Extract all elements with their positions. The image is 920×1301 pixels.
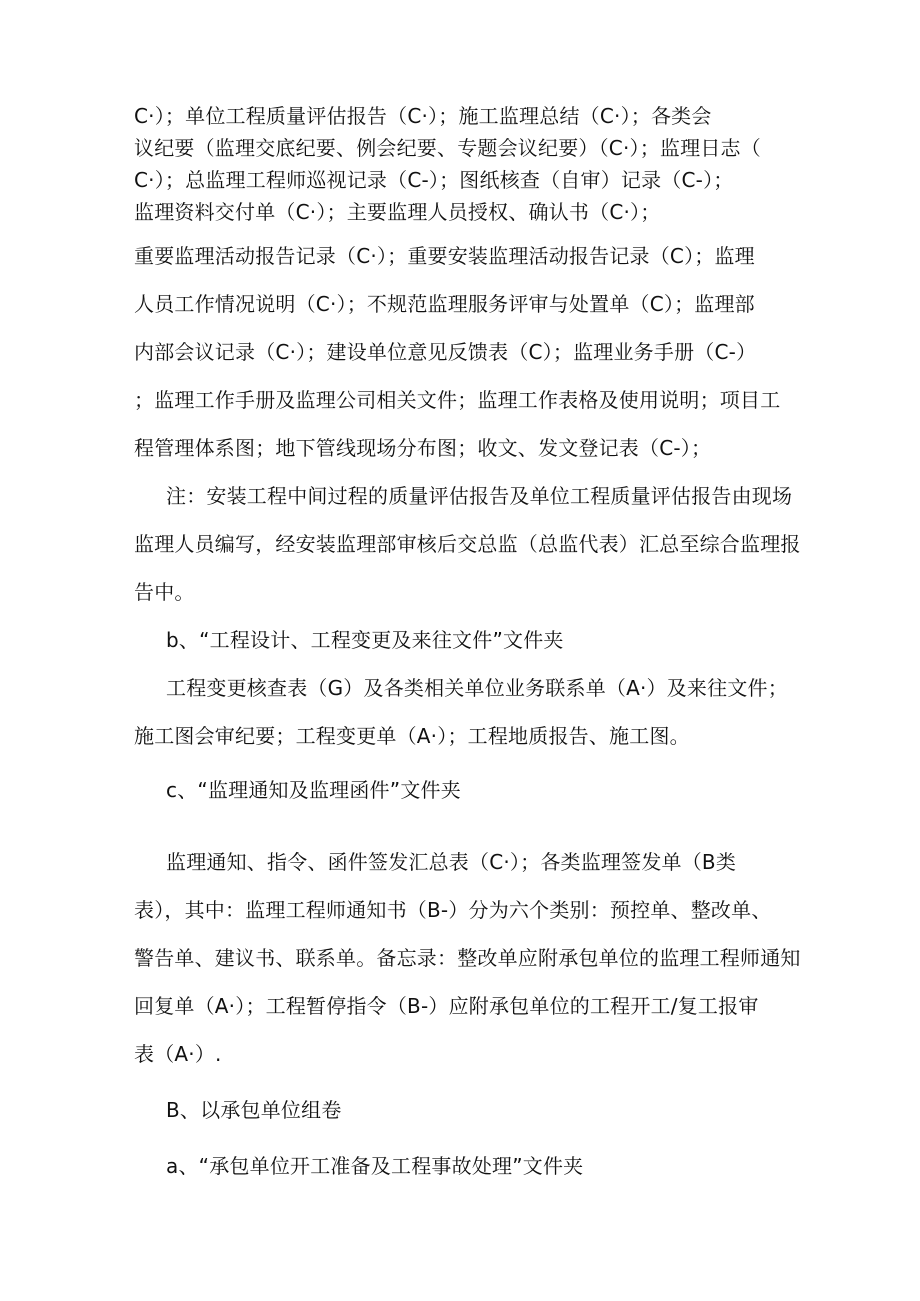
text-line: 监理资料交付单（C·）；主要监理人员授权、确认书（C·）； bbox=[134, 200, 661, 224]
text-line: 监理通知、指令、函件签发汇总表（C·）；各类监理签发单（B类 bbox=[166, 850, 737, 874]
text-line: 内部会议记录（C·）；建设单位意见反馈表（C）；监理业务手册（C-） bbox=[134, 340, 757, 364]
text-line: 人员工作情况说明（C·）；不规范监理服务评审与处置单（C）；监理部 bbox=[134, 292, 755, 316]
text-line: 表（A·）. bbox=[134, 1042, 222, 1066]
text-line: 施工图会审纪要；工程变更单（A·）；工程地质报告、施工图。 bbox=[134, 724, 690, 748]
note-line: 注：安装工程中间过程的质量评估报告及单位工程质量评估报告由现场 bbox=[166, 484, 793, 508]
section-heading: B、以承包单位组卷 bbox=[166, 1098, 342, 1122]
text-line: 表），其中：监理工程师通知书（B-）分为六个类别：预控单、整改单、 bbox=[134, 898, 772, 922]
text-line: 程管理体系图；地下管线现场分布图；收文、发文登记表（C-）； bbox=[134, 436, 712, 460]
text-line: 工程变更核查表（G）及各类相关单位业务联系单（A·）及来往文件； bbox=[166, 676, 788, 700]
section-heading: a、“承包单位开工准备及工程事故处理”文件夹 bbox=[166, 1154, 584, 1178]
text-line: 议纪要（监理交底纪要、例会纪要、专题会议纪要）（C·）；监理日志（ bbox=[134, 136, 761, 160]
section-heading: b、“工程设计、工程变更及来往文件”文件夹 bbox=[166, 628, 564, 652]
text-line: 回复单（A·）；工程暂停指令（B-）应附承包单位的工程开工/复工报审 bbox=[134, 994, 759, 1018]
text-line: C·）；单位工程质量评估报告（C·）；施工监理总结（C·）；各类会 bbox=[134, 104, 712, 128]
note-line: 监理人员编写，经安装监理部审核后交总监（总监代表）汇总至综合监理报 bbox=[134, 532, 801, 556]
text-line: 重要监理活动报告记录（C·）；重要安装监理活动报告记录（C）；监理 bbox=[134, 244, 755, 268]
text-line: ；监理工作手册及监理公司相关文件；监理工作表格及使用说明；项目工 bbox=[134, 388, 781, 412]
note-line: 告中。 bbox=[134, 580, 195, 604]
text-line: 警告单、建议书、联系单。备忘录：整改单应附承包单位的监理工程师通知 bbox=[134, 946, 801, 970]
section-heading: c、“监理通知及监理函件”文件夹 bbox=[166, 778, 461, 802]
text-line: C·）；总监理工程师巡视记录（C-）；图纸核查（自审）记录（C-）； bbox=[134, 168, 734, 192]
